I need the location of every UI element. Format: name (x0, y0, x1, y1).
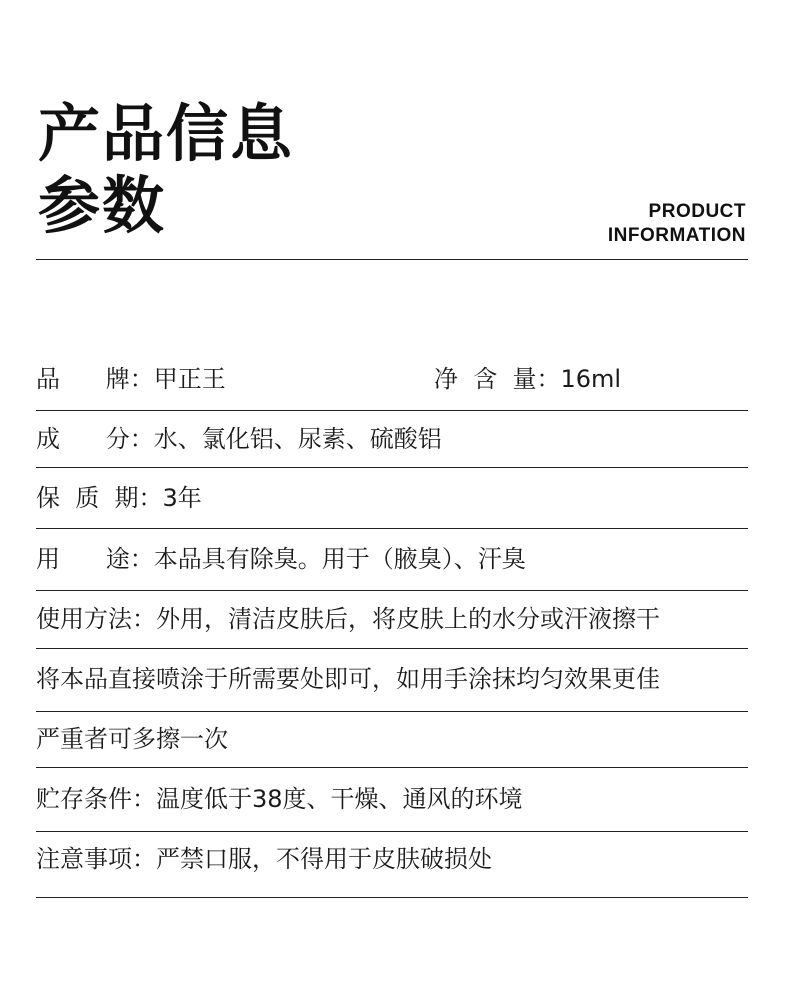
net-content-value: 16ml (560, 365, 622, 393)
storage-value: 温度低于38度、干燥、通风的环境 (156, 785, 523, 813)
directions-value: 外用，清洁皮肤后，将皮肤上的水分或汗液擦干 (156, 605, 660, 633)
brand-label: 品 牌：甲正王 (36, 365, 226, 393)
row-divider (36, 767, 748, 768)
row-divider (36, 410, 748, 411)
row-divider (36, 590, 748, 591)
precautions-row: 注意事项：严禁口服，不得用于皮肤破损处 (36, 845, 492, 873)
precautions-value: 严禁口服，不得用于皮肤破损处 (156, 845, 492, 873)
usage-value: 本品具有除臭。用于（腋臭）、汗臭 (153, 545, 526, 573)
english-heading-line2: INFORMATION (607, 225, 746, 246)
net-content-label: 净 含 量：16ml (434, 365, 622, 393)
page-title: 产品信息 (38, 97, 295, 170)
row-divider (36, 831, 748, 832)
severe-note: 严重者可多擦一次 (36, 725, 228, 753)
english-heading (608, 200, 746, 248)
brand-value: 甲正王 (153, 365, 226, 393)
english-heading-line1: PRODUCT (648, 201, 746, 222)
usage-row: 用 途：本品具有除臭。用于（腋臭）、汗臭 (36, 545, 526, 573)
row-divider (36, 648, 748, 649)
ingredients-value: 水、氯化铝、尿素、硫酸铝 (153, 425, 442, 453)
row-divider (36, 528, 748, 529)
page-subtitle: 参数 (38, 169, 167, 242)
row-divider (36, 897, 748, 898)
header-divider (36, 259, 748, 260)
ingredients-row: 成 分：水、氯化铝、尿素、硫酸铝 (36, 425, 442, 453)
shelf-life-value: 3年 (162, 484, 202, 512)
row-divider (36, 711, 748, 712)
row-divider (36, 467, 748, 468)
directions-row: 使用方法：外用，清洁皮肤后，将皮肤上的水分或汗液擦干 (36, 605, 660, 633)
storage-row: 贮存条件：温度低于38度、干燥、通风的环境 (36, 785, 523, 813)
directions-continued: 将本品直接喷涂于所需要处即可，如用手涂抹均匀效果更佳 (36, 665, 660, 693)
shelf-life-row: 保 质 期：3年 (36, 484, 202, 512)
